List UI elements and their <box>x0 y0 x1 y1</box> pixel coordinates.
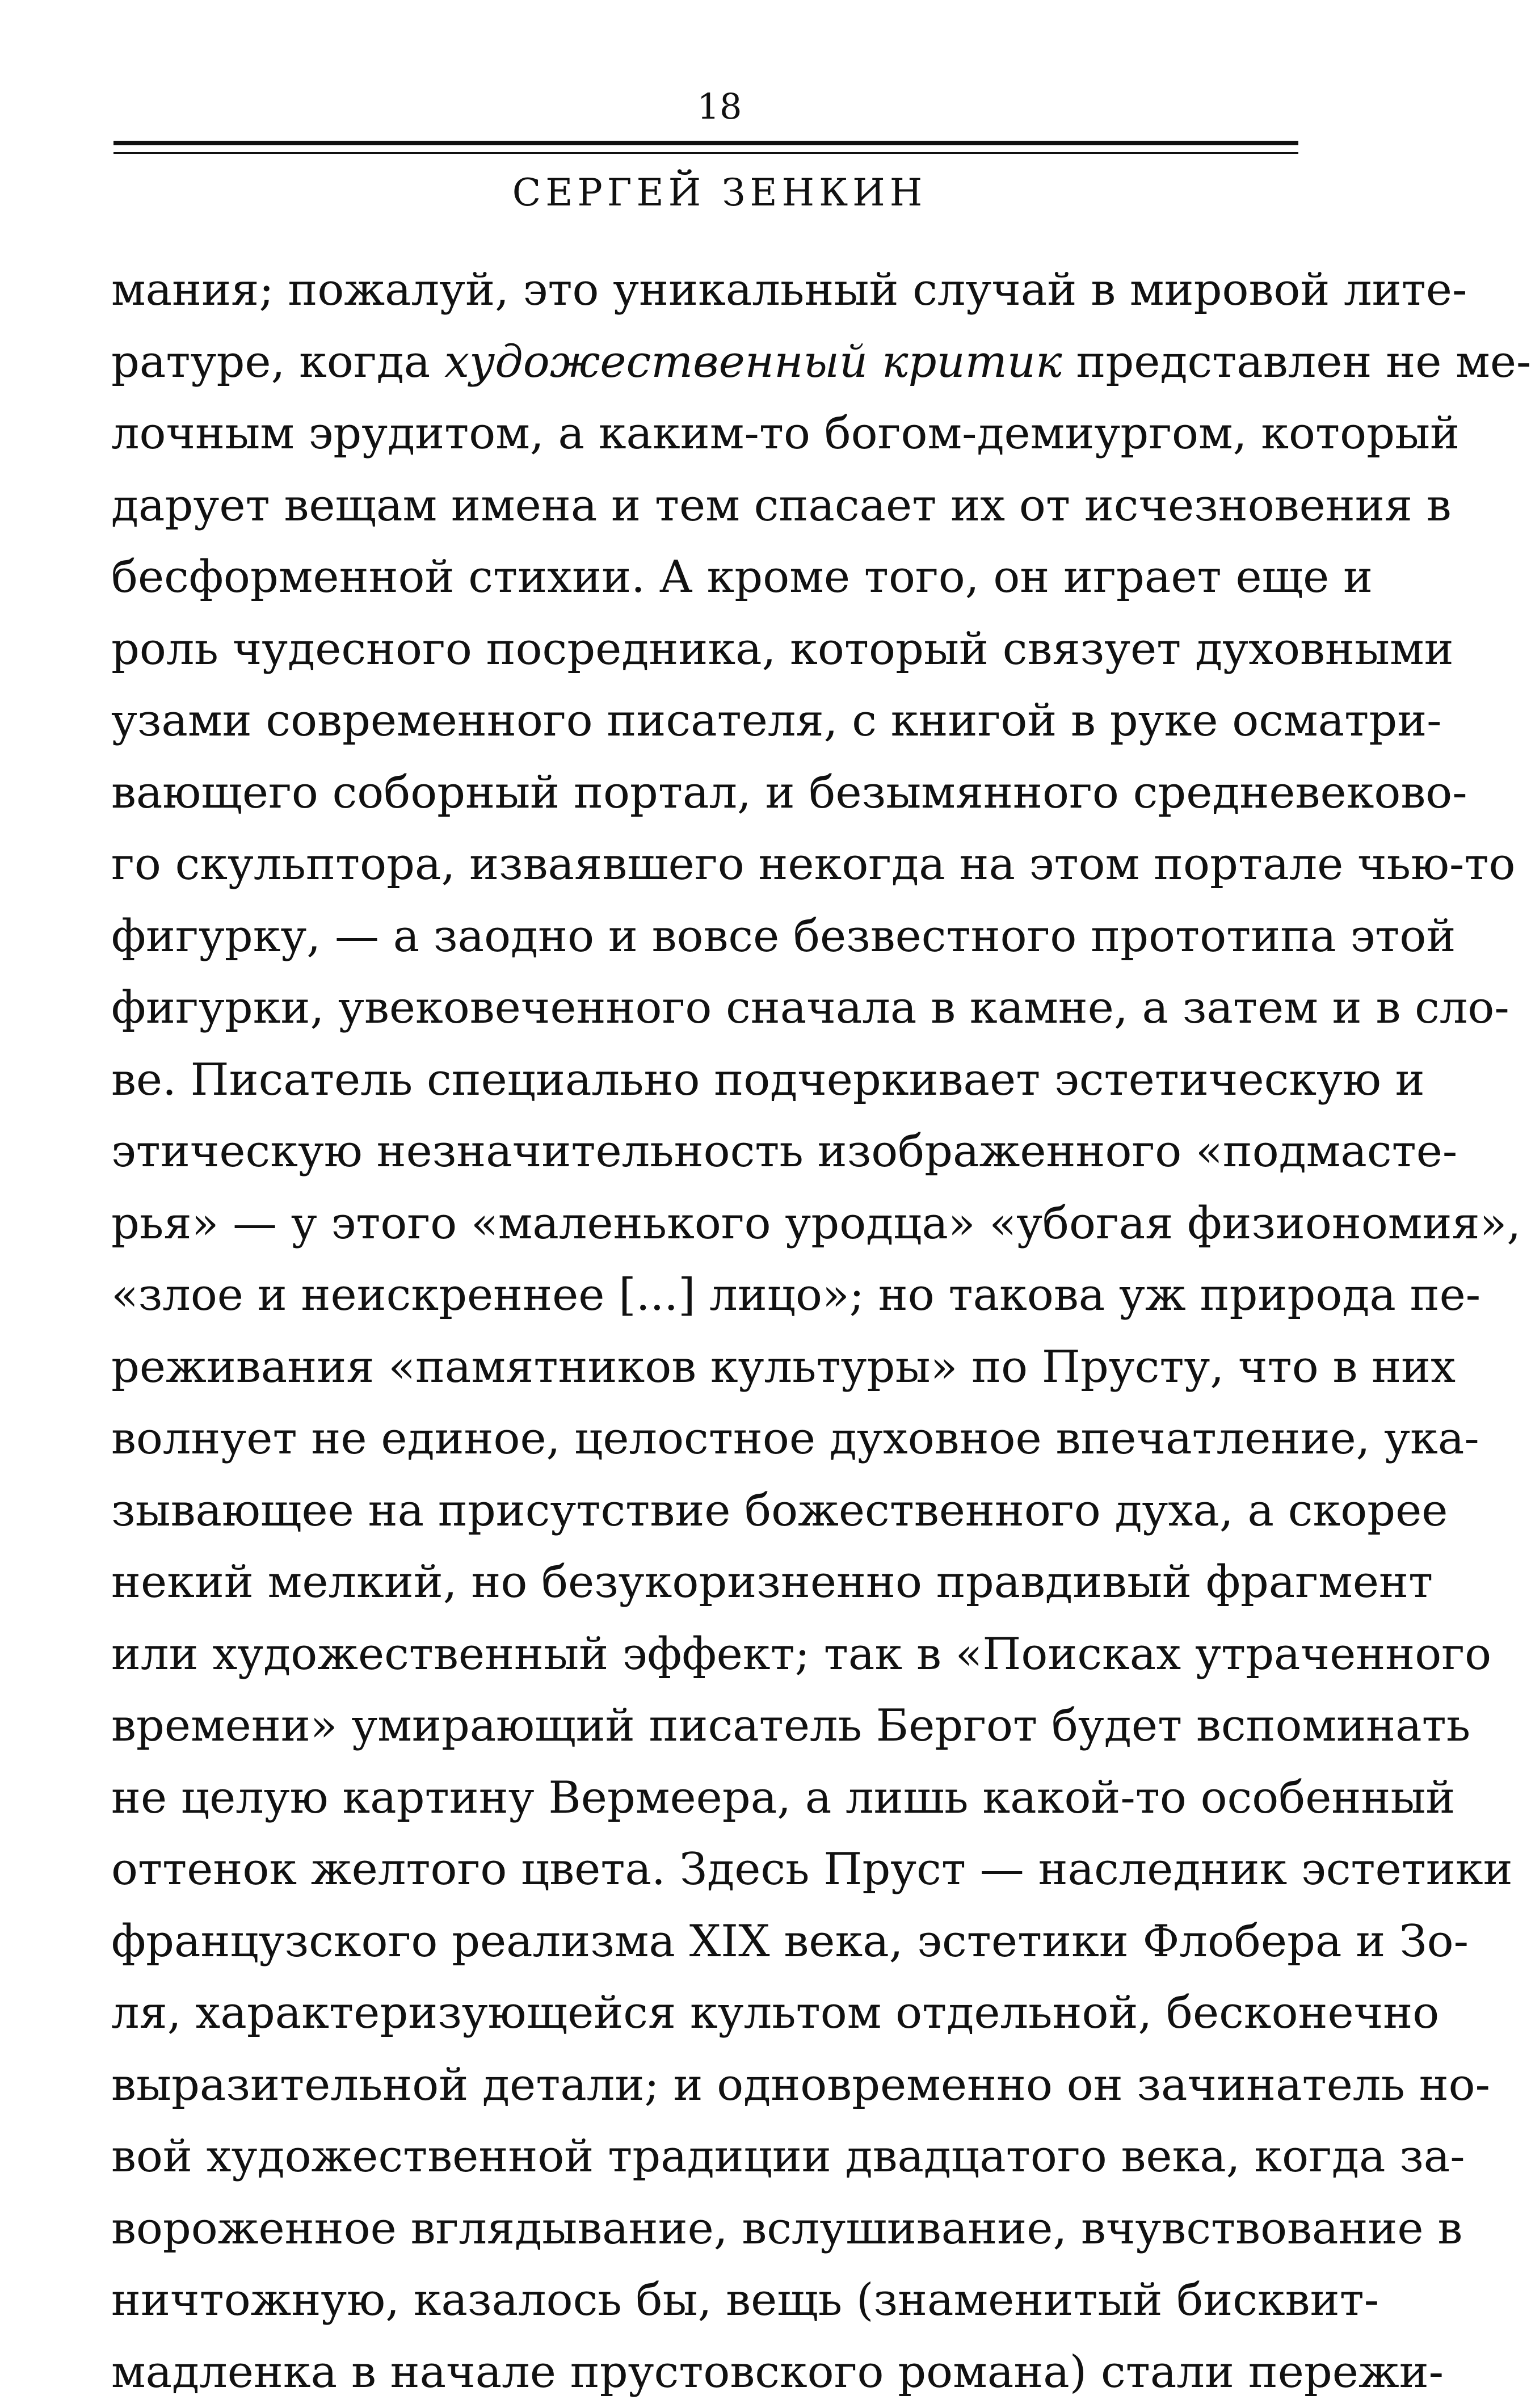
text-line-26: выразительной детали; и одновременно он зачинатель но- <box>111 2049 1301 2121</box>
text-line-18: зывающее на присутствие божественного духа, а скорее <box>111 1475 1301 1547</box>
text-line-20: или художественный эффект; так в «Поисках утраченного <box>111 1619 1301 1691</box>
text-line-17: волнует не единое, целостное духовное впечатление, ука- <box>111 1403 1301 1475</box>
text-line-30: мадленка в начале прустовского романа) стали пережи- <box>111 2336 1301 2408</box>
text-line-19: некий мелкий, но безукоризненно правдивый фрагмент <box>111 1547 1301 1619</box>
body-text <box>111 254 1301 2408</box>
text-line-2-end: представлен не ме- <box>1076 337 1531 388</box>
text-line-21: времени» умирающий писатель Бергот будет вспоминать <box>111 1690 1301 1762</box>
text-line-1: мания; пожалуй, это уникальный случай в мировой лите- <box>111 254 1301 326</box>
text-line-16: реживания «памятников культуры» по Прусту, что в них <box>111 1331 1301 1403</box>
text-line-13: этическую незначительность изображенного «подмасте- <box>111 1116 1301 1188</box>
text-line-11: фигурки, увековеченного сначала в камне, а затем и в сло- <box>111 972 1301 1044</box>
text-line-15: «злое и неискреннее [...] лицо»; но такова уж природа пе- <box>111 1259 1301 1331</box>
text-line-3: лочным эрудитом, а каким-то богом-демиургом, который <box>111 398 1301 470</box>
text-line-5: бесформенной стихии. А кроме того, он играет еще и <box>111 541 1301 613</box>
text-line-14: рья» — у этого «маленького уродца» «убогая физиономия», <box>111 1188 1301 1260</box>
text-line-10: фигурку, — а заодно и вовсе безвестного прототипа этой <box>111 901 1301 973</box>
text-line-7: узами современного писателя, с книгой в руке осматри- <box>111 685 1301 757</box>
text-line-27: вой художественной традиции двадцатого века, когда за- <box>111 2121 1301 2193</box>
header-rule-thin <box>113 152 1298 154</box>
text-line-28: вороженное вглядывание, вслушивание, вчувствование в <box>111 2193 1301 2265</box>
italic-phrase: художественный критик <box>444 337 1062 388</box>
text-line-6: роль чудесного посредника, который связует духовными <box>111 613 1301 686</box>
text-line-4: дарует вещам имена и тем спасает их от исчезновения в <box>111 470 1301 542</box>
text-line-22: не целую картину Вермеера, а лишь какой-то особенный <box>111 1762 1301 1834</box>
text-line-12: ве. Писатель специально подчеркивает эстетическую и <box>111 1044 1301 1116</box>
text-line-24: французского реализма XIX века, эстетики Флобера и Зо- <box>111 1906 1301 1978</box>
page-number: 18 <box>17 84 1422 129</box>
text-line-29: ничтожную, казалось бы, вещь (знаменитый бисквит- <box>111 2264 1301 2336</box>
text-line-2 <box>111 326 1301 398</box>
text-line-2-start: ратуре, когда <box>111 337 430 388</box>
header-rule-thick <box>113 141 1298 145</box>
text-line-8: вающего соборный портал, и безымянного средневеково- <box>111 757 1301 829</box>
text-line-9: го скульптора, изваявшего некогда на этом портале чью-то <box>111 829 1301 901</box>
running-head: СЕРГЕЙ ЗЕНКИН <box>17 167 1422 218</box>
text-line-23: оттенок желтого цвета. Здесь Пруст — наследник эстетики <box>111 1834 1301 1906</box>
text-line-25: ля, характеризующейся культом отдельной, бесконечно <box>111 1977 1301 2049</box>
